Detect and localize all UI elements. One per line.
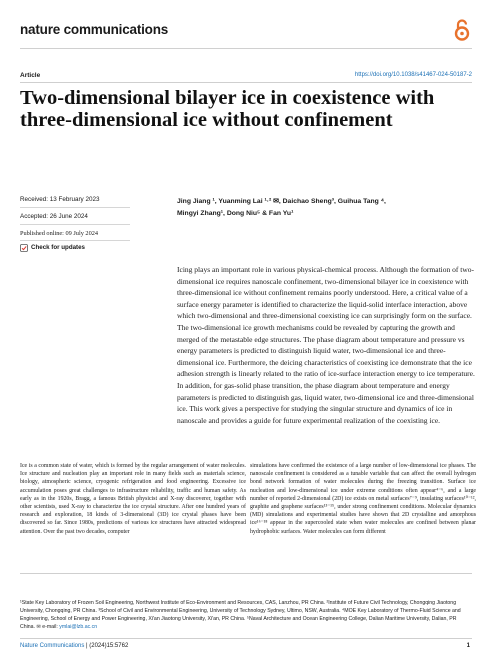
author-list	[177, 196, 477, 219]
affiliations	[20, 599, 472, 631]
received-date: Received: 13 February 2023	[20, 196, 100, 203]
body-column-right: simulations have confirmed the existence of a large number of low-dimensional ice phases. The nanoscale confinement is considered as a tunable variable that can affect the overall hydrogen bond network formation of water molecules during the freezing transition. Surface ice nucleation and low-dimensional ice under extreme conditions often appear⁴⁻⁶, and a large number of reported 2-dimensional (2D) ice exists on metal surfaces⁷⁻⁹, insulating surfaces¹⁰⁻¹², graphite and graphene surfaces¹³⁻¹⁵, under strong confinement conditions. Molecular dynamics (MD) simulations and experimental studies have shown that 2D crystalline and amorphous ice¹⁶⁻¹⁸ appear in the supercooled state when water molecules are confined between planar hydrophobic surfaces. Water molecules can form different	[250, 463, 476, 535]
affiliation-divider	[20, 573, 472, 574]
authors-line-2[interactable]: Mingyi Zhang¹, Dong Niu⁵ & Fan Yu¹	[177, 209, 294, 217]
citation-volume: | (2024)15:5762	[84, 643, 129, 649]
article-title: Two-dimensional bilayer ice in coexistence with three-dimensional ice without confinement	[20, 87, 435, 131]
meta-divider	[20, 207, 130, 208]
citation-journal[interactable]: Nature Communications	[20, 643, 85, 649]
email-link[interactable]: ymlai@lzb.ac.cn	[59, 624, 98, 630]
page-number: 1	[466, 643, 470, 649]
abstract: Icing plays an important role in various physical-chemical process. Although the formation of two-dimensional ice requires nanoscale confinement, two-dimensional bilayer ice in coexistence with three-dimensional ice without confinement remains poorly understood. Here, a critical value of a surface energy parameter is identified to characterize the liquid-solid interface interaction, above which two-dimensional and three-dimensional coexisting ice can surprisingly form on the surface. The two-dimensional ice growth mechanisms could be revealed by capturing the growth and merged of the metastable edge structures. The phase diagram about temperature and pressure vs energy parameters is predicted to distinguish liquid water, two-dimensional ice and three-dimensional ice. Furthermore, the deicing characteristics of coexisting ice demonstrate that the ice adhesion strength is linearly related to the ratio of ice-surface interaction energy to ice temperature. In addition, for gas-solid phase transition, the phase diagram about temperature and energy parameters is predicted to distinguish gas, liquid water, two-dimensional ice and three-dimensional ice. This work gives a perspective for studying the singular structure and dynamics of ice in nanoscale and provides a guide for future experimental realization of the coexisting ice.	[177, 265, 475, 425]
meta-divider	[20, 240, 130, 241]
doi-link[interactable]: https://doi.org/10.1038/s41467-024-50187-2	[354, 72, 472, 78]
open-access-lock-icon	[452, 18, 472, 42]
footer-divider	[20, 638, 472, 639]
body-column-left: Ice is a common state of water, which is formed by the regular arrangement of water molecules. Ice structure and nucleation play an important role in many fields such as materials science, biology, atmospheric science, cryogenic refrigeration and food engineering. Excessive ice accumulation poses great challenges to infrastructure reliability, traffic and human safety. As early as in the 1920s, Bragg, a famous British physicist and X-ray discoverer, together with other scientists, used X-ray to characterize the ice crystal structure. After one hundred years of research and exploration, 18 kinds of 3-dimensional (3D) ice crystal phases have been discovered so far. Since 1980s, predictions of various ice structures have attracted widespread attention. Over the past two decades, computer	[20, 463, 246, 535]
affiliations-text: ¹State Key Laboratory of Frozen Soil Engineering, Northwest Institute of Eco-Environment and Resources, CAS, Lanzhou, PR China. ²Institute of Future Civil Technology, Chongqing Jiaotong University, Chongqing, PR China. ³School of Civil and Environmental Engineering, University of Technology Sydney, Ultimo, NSW, Australia. ⁴MOE Key Laboratory of Thermo-Fluid Science and Engineering, School of Energy and Power Engineering, Xi'an Jiaotong University, Xi'an, PR China. ⁵Naval Architecture and Ocean Engineering College, Dalian Maritime University, Dalian, PR China.	[20, 600, 461, 630]
journal-name[interactable]: nature communications	[20, 22, 169, 37]
email-label: ✉ e-mail:	[36, 624, 60, 630]
header-divider	[20, 48, 472, 49]
check-updates-icon	[20, 244, 28, 252]
published-date: Published online: 09 July 2024	[20, 230, 99, 237]
citation	[20, 643, 128, 649]
authors-line-1[interactable]: Jing Jiang ¹, Yuanming Lai ¹·² ✉, Daichao Sheng³, Guihua Tang ⁴,	[177, 198, 386, 205]
check-updates-label: Check for updates	[31, 244, 85, 251]
meta-divider	[20, 224, 130, 225]
check-for-updates-button[interactable]	[20, 243, 85, 252]
accepted-date: Accepted: 26 June 2024	[20, 213, 88, 220]
title-divider	[20, 82, 472, 83]
article-type: Article	[20, 72, 41, 79]
